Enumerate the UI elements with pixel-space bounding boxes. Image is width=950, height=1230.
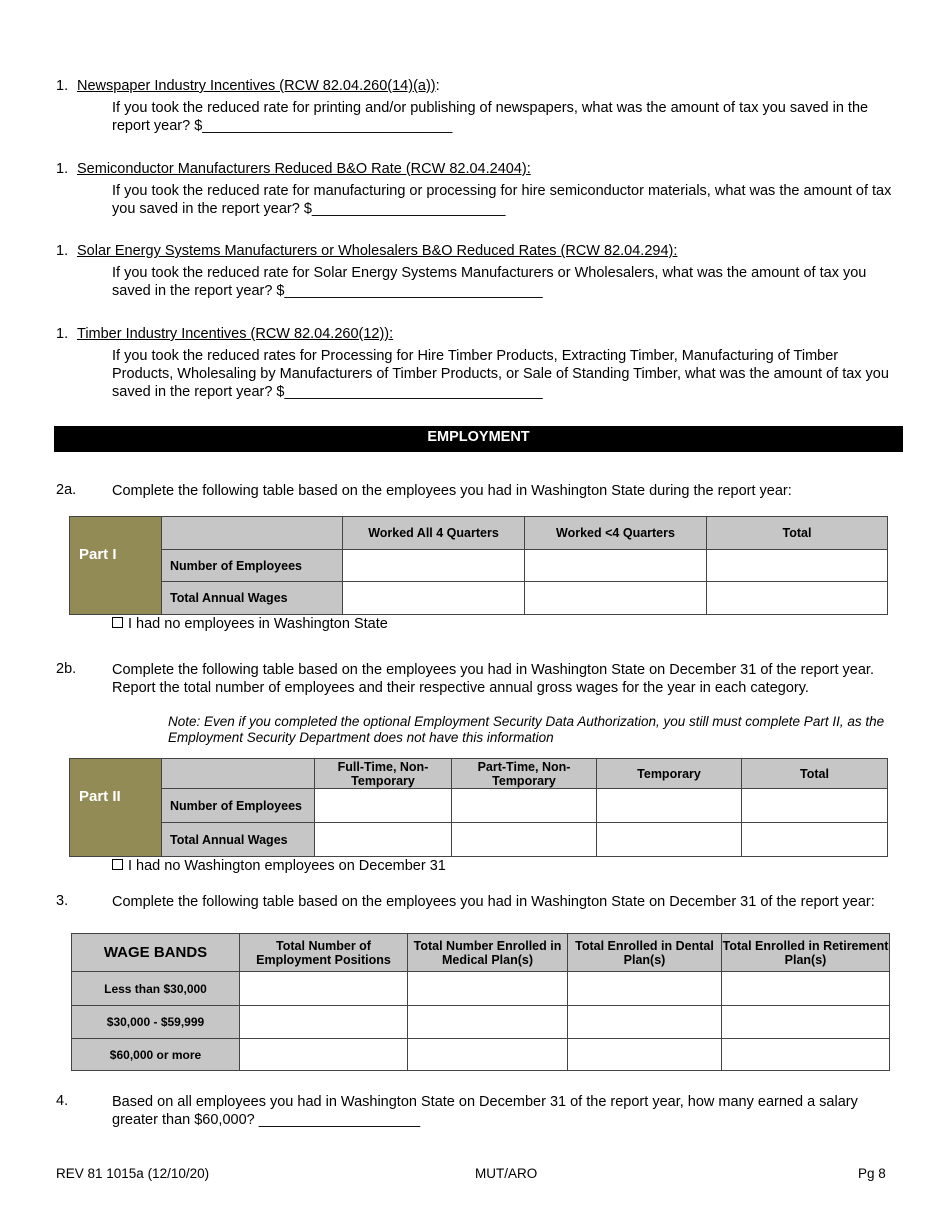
part2-corner [162, 759, 315, 789]
wage-band-label: $30,000 - $59,999 [72, 1006, 240, 1039]
checkbox-label: I had no Washington employees on December 31 [128, 858, 446, 874]
heading-text: Newspaper Industry Incentives (RCW 82.04.260(14)(a)) [77, 78, 436, 94]
wage-col-header: Total Number of Employment Positions [240, 934, 408, 972]
question-2b-text: Complete the following table based on the employees you had in Washington State on December 31 of the report year. Report the total number of employees and their respective annual gross wages for the year in each category. [112, 662, 874, 696]
wage-input-cell[interactable] [408, 1006, 568, 1039]
item-number: 1. [56, 326, 69, 342]
part2-row-label: Number of Employees [162, 789, 315, 823]
part1-input-cell[interactable] [343, 582, 525, 615]
no-employees-checkbox-row[interactable] [112, 616, 388, 632]
part1-input-cell[interactable] [343, 550, 525, 582]
wage-input-cell[interactable] [722, 1006, 890, 1039]
part2-input-cell[interactable] [452, 789, 597, 823]
incentive-question-semiconductor: If you took the reduced rate for manufacturing or processing for hire semiconductor materials, what was the amount of tax you saved in the report year? $________________________ [112, 183, 892, 217]
part1-label: Part I [70, 517, 162, 615]
wage-input-cell[interactable] [568, 1006, 722, 1039]
part1-input-cell[interactable] [707, 550, 888, 582]
incentive-heading-newspaper [77, 78, 440, 94]
question-2a-text: Complete the following table based on the employees you had in Washington State during the report year: [112, 483, 792, 499]
part2-input-cell[interactable] [597, 823, 742, 857]
incentive-question-newspaper: If you took the reduced rate for printing and/or publishing of newspapers, what was the amount of tax you saved in the report year? $_______________________________ [112, 100, 869, 134]
footer-page: Pg 8 [858, 1166, 886, 1181]
footer-form-number: REV 81 1015a (12/10/20) [56, 1166, 210, 1181]
part1-row-label: Number of Employees [162, 550, 343, 582]
question-number-2a: 2a. [56, 482, 77, 498]
part2-col-header: Temporary [597, 759, 742, 789]
part1-col-header: Worked <4 Quarters [525, 517, 707, 550]
question-3-text: Complete the following table based on the employees you had in Washington State on December 31 of the report year: [112, 894, 875, 910]
wage-input-cell[interactable] [240, 1006, 408, 1039]
part1-col-header: Worked All 4 Quarters [343, 517, 525, 550]
part2-col-header: Part-Time, Non-Temporary [452, 759, 597, 789]
part2-input-cell[interactable] [452, 823, 597, 857]
wage-input-cell[interactable] [568, 1039, 722, 1071]
no-dec31-employees-checkbox-row[interactable] [112, 858, 446, 874]
part2-table [69, 758, 888, 857]
part2-label: Part II [70, 759, 162, 857]
part2-note: Note: Even if you completed the optional Employment Security Data Authorization, you still must complete Part II, as the Employment Security Department does not have this information [168, 714, 885, 745]
checkbox-label: I had no employees in Washington State [128, 616, 388, 632]
employment-banner: EMPLOYMENT [54, 426, 903, 452]
wage-col-header: Total Enrolled in Dental Plan(s) [568, 934, 722, 972]
part1-row-label: Total Annual Wages [162, 582, 343, 615]
question-number-3: 3. [56, 893, 69, 909]
checkbox-icon[interactable] [112, 617, 123, 628]
part1-input-cell[interactable] [525, 582, 707, 615]
question-4-text: Based on all employees you had in Washington State on December 31 of the report year, how many earned a salary greater than $60,000? ____________________ [112, 1094, 858, 1128]
heading-suffix: : [435, 78, 440, 94]
part1-input-cell[interactable] [707, 582, 888, 615]
question-number-2b: 2b. [56, 661, 77, 677]
incentive-heading-solar: Solar Energy Systems Manufacturers or Wholesalers B&O Reduced Rates (RCW 82.04.294): [77, 243, 678, 259]
footer-center: MUT/ARO [475, 1166, 538, 1181]
incentive-heading-semiconductor: Semiconductor Manufacturers Reduced B&O Rate (RCW 82.04.2404): [77, 161, 531, 177]
item-number: 1. [56, 243, 69, 259]
incentive-question-solar: If you took the reduced rate for Solar Energy Systems Manufacturers or Wholesalers, what was the amount of tax you saved in the report year? $________________________________ [112, 265, 867, 299]
incentive-question-timber: If you took the reduced rates for Processing for Hire Timber Products, Extracting Timber, Manufacturing of Timber Products, Wholesaling by Manufacturers of Timber Products, or Sale of Standing Timber, what was the amount of tax you saved in the report year? $________________________________ [112, 348, 889, 400]
wage-input-cell[interactable] [722, 972, 890, 1006]
part2-input-cell[interactable] [597, 789, 742, 823]
wage-band-label: Less than $30,000 [72, 972, 240, 1006]
wage-input-cell[interactable] [408, 972, 568, 1006]
wage-bands-table [71, 933, 890, 1071]
item-number: 1. [56, 161, 69, 177]
wage-input-cell[interactable] [722, 1039, 890, 1071]
wage-input-cell[interactable] [240, 1039, 408, 1071]
incentive-heading-timber: Timber Industry Incentives (RCW 82.04.260(12)): [77, 326, 394, 342]
wage-col-header: Total Enrolled in Retirement Plan(s) [722, 934, 890, 972]
part2-input-cell[interactable] [315, 823, 452, 857]
wage-bands-corner: WAGE BANDS [72, 934, 240, 972]
part1-corner [162, 517, 343, 550]
wage-input-cell[interactable] [408, 1039, 568, 1071]
question-number-4: 4. [56, 1093, 69, 1109]
item-number: 1. [56, 78, 69, 94]
wage-input-cell[interactable] [568, 972, 722, 1006]
part1-table [69, 516, 888, 615]
part2-col-header: Total [742, 759, 888, 789]
part1-input-cell[interactable] [525, 550, 707, 582]
checkbox-icon[interactable] [112, 859, 123, 870]
part2-col-header: Full-Time, Non-Temporary [315, 759, 452, 789]
wage-band-label: $60,000 or more [72, 1039, 240, 1071]
part2-row-label: Total Annual Wages [162, 823, 315, 857]
part2-input-cell[interactable] [742, 789, 888, 823]
part2-input-cell[interactable] [315, 789, 452, 823]
wage-input-cell[interactable] [240, 972, 408, 1006]
wage-col-header: Total Number Enrolled in Medical Plan(s) [408, 934, 568, 972]
part2-input-cell[interactable] [742, 823, 888, 857]
part1-col-header: Total [707, 517, 888, 550]
